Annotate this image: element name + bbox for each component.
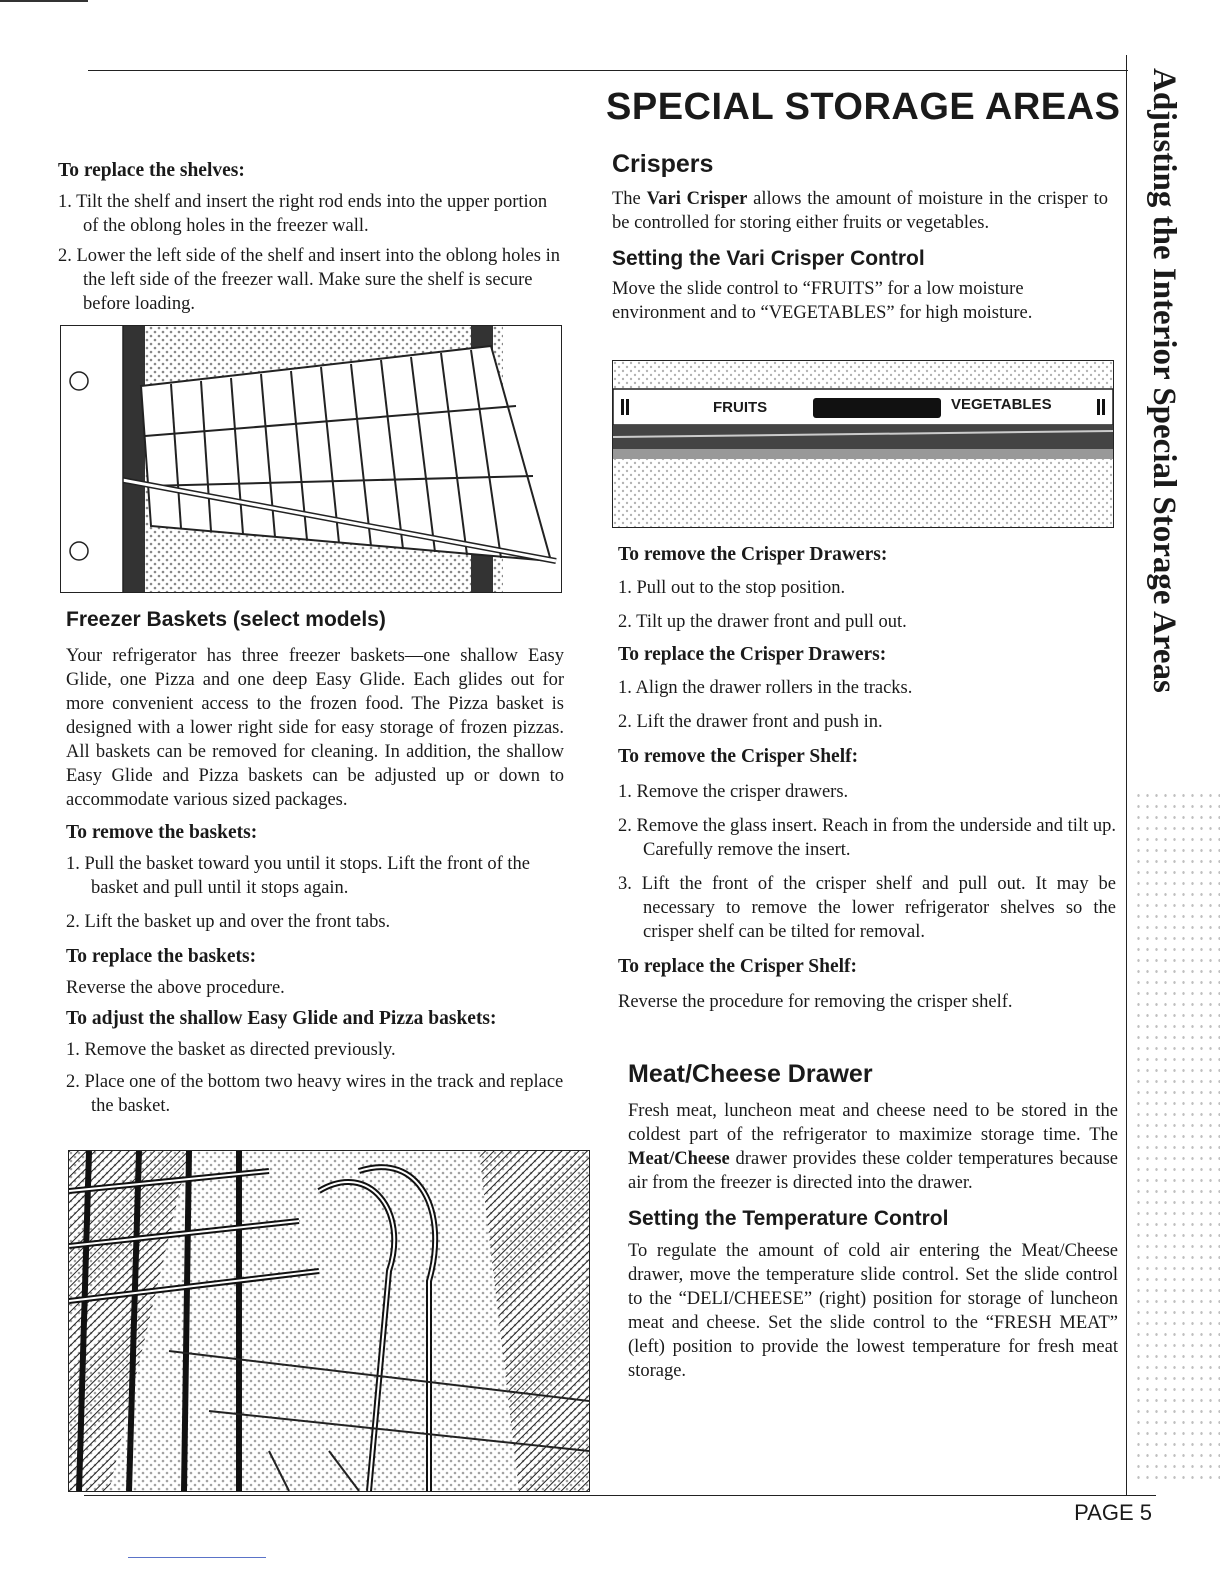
bottom-rule	[84, 1495, 1156, 1496]
page-number: PAGE 5	[1074, 1500, 1152, 1525]
basket-illustration-icon	[69, 1151, 589, 1491]
remove-shelf-step-2: 2. Remove the glass insert. Reach in from the underside and tilt up. Carefully remove the insert.	[618, 816, 1116, 860]
remove-shelf-step-3: 3. Lift the front of the crisper shelf and pull out. It may be necessary to remove the lower refrigerator shelves so the crisper shelf can be tilted for removal.	[618, 874, 1116, 942]
side-tab-label: Adjusting the Interior Special Storage Areas	[1146, 68, 1182, 693]
remove-crisper-drawers-heading: To remove the Crisper Drawers:	[618, 544, 888, 565]
shelf-figure	[60, 325, 562, 593]
vari-crisper-term: Vari Crisper	[646, 189, 748, 209]
freezer-baskets-section	[66, 608, 564, 1118]
slider-vegetables-label: VEGETABLES	[951, 396, 1052, 413]
replace-crisper-shelf-body: Reverse the procedure for removing the crisper shelf.	[618, 992, 1013, 1012]
corner-mark	[0, 0, 88, 2]
adjust-baskets-step-2: 2. Place one of the bottom two heavy wires in the track and replace the basket.	[66, 1072, 564, 1116]
remove-drawers-step-2: 2. Tilt up the drawer front and pull out.	[618, 612, 907, 632]
crispers-section	[612, 150, 1108, 325]
shelf-illustration-icon	[61, 326, 561, 592]
meat-cheese-body-prefix: Fresh meat, luncheon meat and cheese need to be stored in the coldest part of the refrigerator to maximize storage time. The	[628, 1101, 1118, 1145]
crisper-slider-figure	[612, 360, 1114, 528]
remove-shelf-step-1: 1. Remove the crisper drawers.	[618, 782, 849, 802]
freezer-baskets-body: Your refrigerator has three freezer baskets—one shallow Easy Glide, one Pizza and one deep Easy Glide. Each glides out for more convenient access to the frozen food. The Pizza basket is designed with a lower right side for easy storage of frozen pizzas. All baskets can be removed for cleaning. In addition, the shallow Easy Glide and Pizza baskets can be adjusted up or down to accommodate various sized packages.	[66, 646, 564, 810]
side-rule	[1126, 55, 1127, 1495]
crispers-body-prefix: The	[612, 189, 647, 209]
side-tab	[1130, 68, 1190, 788]
scan-mark	[128, 1557, 266, 1558]
top-rule	[88, 70, 1128, 71]
crispers-body	[612, 187, 1108, 235]
vari-crisper-control-heading: Setting the Vari Crisper Control	[612, 247, 925, 270]
side-dot-pattern	[1134, 790, 1220, 1480]
replace-drawers-step-1: 1. Align the drawer rollers in the tracks.	[618, 678, 913, 698]
replace-shelves-step-2: 2. Lower the left side of the shelf and insert into the oblong holes in the left side of the freezer wall. Make sure the shelf is secure before loading.	[58, 246, 560, 314]
replace-baskets-body: Reverse the above procedure.	[66, 978, 285, 998]
meat-cheese-section	[628, 1060, 1118, 1383]
meat-cheese-term: Meat/Cheese	[628, 1149, 730, 1169]
remove-baskets-heading: To remove the baskets:	[66, 822, 258, 843]
left-column-top	[58, 160, 566, 316]
meat-cheese-heading: Meat/Cheese Drawer	[628, 1060, 873, 1088]
crispers-heading: Crispers	[612, 150, 714, 178]
crisper-slider-illustration-icon	[613, 361, 1113, 527]
remove-drawers-step-1: 1. Pull out to the stop position.	[618, 578, 846, 598]
temperature-control-heading: Setting the Temperature Control	[628, 1207, 949, 1230]
replace-crisper-drawers-heading: To replace the Crisper Drawers:	[618, 644, 887, 665]
vari-crisper-control-body: Move the slide control to “FRUITS” for a low moisture environment and to “VEGETABLES” for high moisture.	[612, 279, 1033, 323]
remove-baskets-step-2: 2. Lift the basket up and over the front tabs.	[66, 912, 391, 932]
section-title: SPECIAL STORAGE AREAS	[606, 86, 1121, 128]
slider-fruits-label: FRUITS	[713, 399, 768, 416]
replace-drawers-step-2: 2. Lift the drawer front and push in.	[618, 712, 883, 732]
replace-baskets-heading: To replace the baskets:	[66, 946, 257, 967]
replace-shelves-step-1: 1. Tilt the shelf and insert the right rod ends into the upper portion of the oblong holes in the freezer wall.	[58, 192, 548, 236]
replace-shelves-heading: To replace the shelves:	[58, 160, 245, 181]
temperature-control-body: To regulate the amount of cold air entering the Meat/Cheese drawer, move the temperature slide control. Set the slide control to the “DELI/CHEESE” (right) position for storage of luncheon meat and cheese. Set the slide control to the “FRESH MEAT” (left) position to provide the lowest temperature for fresh meat storage.	[628, 1241, 1118, 1381]
replace-crisper-shelf-heading: To replace the Crisper Shelf:	[618, 956, 858, 977]
crispers-body-rest: allows the amount of moisture in the crisper to be controlled for storing either fruits or vegetables.	[612, 189, 1108, 233]
meat-cheese-body	[628, 1099, 1118, 1195]
adjust-baskets-heading: To adjust the shallow Easy Glide and Pizza baskets:	[66, 1008, 497, 1029]
remove-crisper-shelf-heading: To remove the Crisper Shelf:	[618, 746, 859, 767]
crisper-instructions	[618, 544, 1116, 1014]
remove-baskets-step-1: 1. Pull the basket toward you until it stops. Lift the front of the basket and pull until it stops again.	[66, 854, 530, 898]
freezer-baskets-heading: Freezer Baskets (select models)	[66, 608, 386, 631]
adjust-baskets-step-1: 1. Remove the basket as directed previously.	[66, 1040, 396, 1060]
basket-figure	[68, 1150, 590, 1492]
meat-cheese-body-rest: drawer provides these colder temperatures because air from the freezer is directed into the drawer.	[628, 1149, 1118, 1193]
